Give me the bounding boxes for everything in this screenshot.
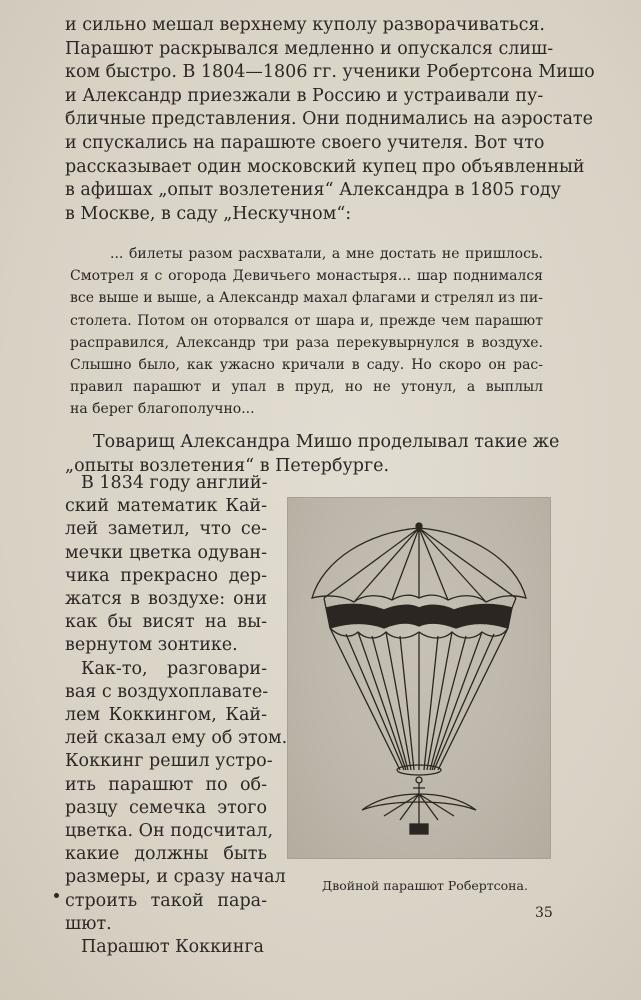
text-line: цветка. Он подсчитал, <box>65 821 274 842</box>
parachute-illustration <box>287 497 551 859</box>
text-line: и спускались на парашюте своего учителя. Вот что <box>65 132 545 153</box>
text-line: жатся в воздухе: они <box>65 589 267 610</box>
text-line: какие должны быть <box>65 844 267 865</box>
text-line: Товарищ Александра Мишо проделывал такие же <box>93 432 560 452</box>
quote-line: Смотрел я с огорода Девичьего монастыря... шар поднимался <box>70 268 543 285</box>
text-line: разцу семечка этого <box>65 797 267 818</box>
quote-line: столета. Потом он оторвался от шара и, прежде чем парашют <box>70 312 543 329</box>
top-paragraph <box>65 14 595 226</box>
text-line: мечки цветка одуван- <box>65 542 267 563</box>
text-line: шют. <box>65 913 112 934</box>
left-column-text <box>65 472 288 959</box>
margin-dot <box>54 893 59 898</box>
text-line: Коккинг решил устро- <box>65 751 273 772</box>
text-line: ком быстро. В 1804—1806 гг. ученики Робертсона Мишо <box>65 62 595 83</box>
text-line: размеры, и сразу начал <box>65 867 286 888</box>
text-line: в Москве, в саду „Нескучном“: <box>65 203 352 224</box>
text-line: и Александр приезжали в Россию и устраивали пу- <box>65 85 544 106</box>
text-line: ский математик Кай- <box>65 496 267 517</box>
text-line: строить такой пара- <box>65 890 267 911</box>
page-number: 35 <box>535 905 553 921</box>
quote-line: правил парашют и упал в пруд, но не утонул, а выплыл <box>70 379 543 396</box>
text-line: лей заметил, что се- <box>65 519 267 540</box>
text-line: в афишах „опыт возлетения“ Александра в 1805 году <box>65 180 561 201</box>
text-line: В 1834 году англий- <box>81 473 268 493</box>
text-line: и сильно мешал верхнему куполу разворачиваться. <box>65 15 545 35</box>
quote-line: ... билеты разом расхватали, а мне достать не пришлось. <box>110 246 543 262</box>
merchant-quote <box>70 243 543 421</box>
text-line: лем Коккингом, Кай- <box>65 705 267 726</box>
text-line: как бы висят на вы- <box>65 612 267 633</box>
text-line: Парашют раскрывался медленно и опускался слиш- <box>65 38 554 59</box>
quote-line: расправился, Александр три раза перекувырнулся в воздухе. <box>70 334 543 351</box>
text-line: ить парашют по об- <box>65 774 267 795</box>
quote-line: Слышно было, как ужасно кричали в саду. Но скоро он рас- <box>70 357 543 374</box>
text-line: чика прекрасно дер- <box>65 565 267 586</box>
double-parachute-drawing <box>288 498 550 858</box>
text-line: вая с воздухоплавате- <box>65 681 269 702</box>
text-line: бличные представления. Они поднимались на аэростате <box>65 109 593 130</box>
text-line: „опыты возлетения“ в Петербурге. <box>65 455 390 476</box>
quote-line: на берег благополучно... <box>70 401 255 418</box>
figure-caption: Двойной парашют Робертсона. <box>322 878 528 893</box>
text-line: лей сказал ему об этом. <box>65 728 288 749</box>
text-line: рассказывает один московский купец про объявленный <box>65 156 585 177</box>
quote-line: все выше и выше, а Александр махал флагами и стрелял из пи- <box>70 290 543 307</box>
text-line: вернутом зонтике. <box>65 635 238 656</box>
text-line: Как-то, разговари- <box>81 658 267 679</box>
text-line: Парашют Коккинга <box>81 937 264 958</box>
